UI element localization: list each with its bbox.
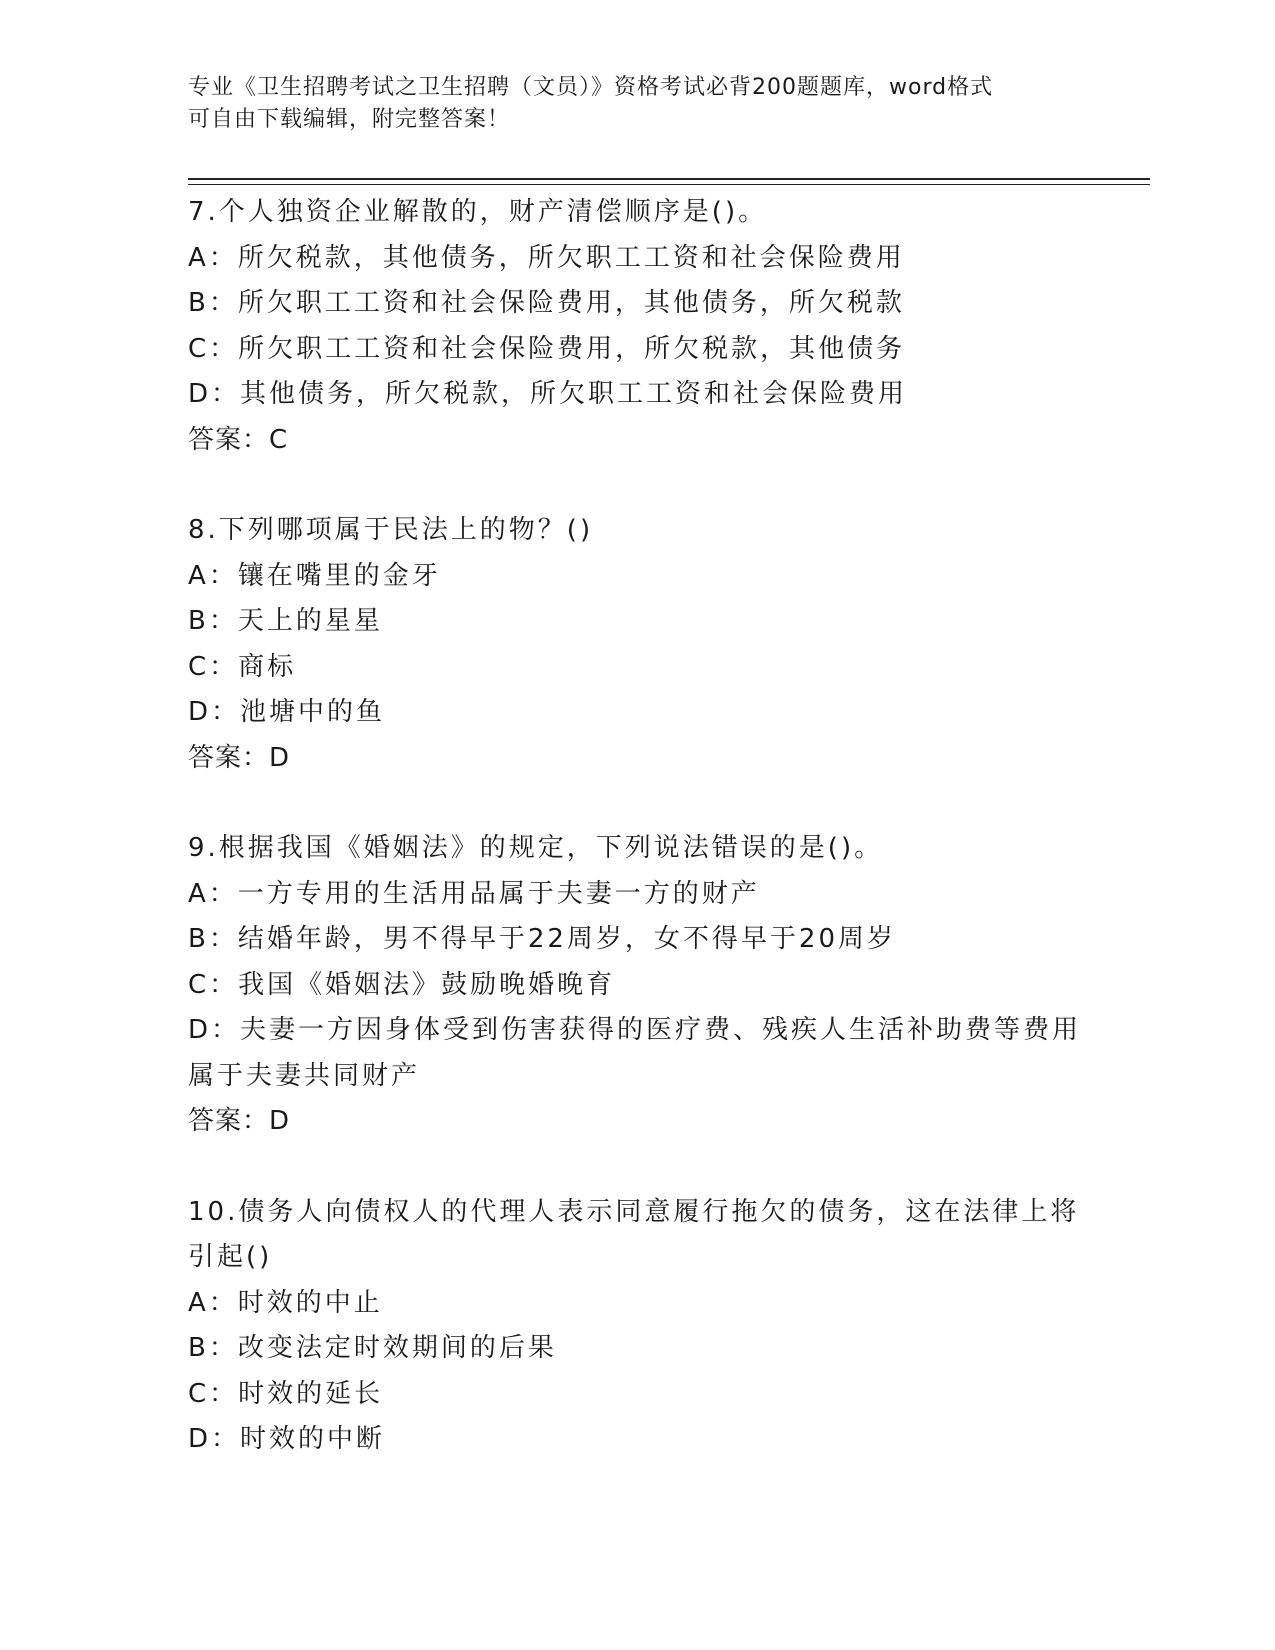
question-block-8 bbox=[188, 508, 1088, 781]
option-c: C：我国《婚姻法》鼓励晚婚晚育 bbox=[188, 969, 616, 1000]
option-c: C：所欠职工工资和社会保险费用，所欠税款，其他债务 bbox=[188, 333, 906, 364]
option-c: C：商标 bbox=[188, 651, 297, 682]
option-c: C：时效的延长 bbox=[188, 1378, 384, 1409]
question-spacer bbox=[188, 463, 1088, 508]
question-block-9 bbox=[188, 826, 1088, 1145]
question-stem: 8.下列哪项属于民法上的物？() bbox=[188, 515, 594, 545]
question-block-10 bbox=[188, 1190, 1088, 1463]
option-a: A：时效的中止 bbox=[188, 1287, 383, 1318]
question-spacer bbox=[188, 781, 1088, 826]
option-b: B：结婚年龄，男不得早于22周岁，女不得早于20周岁 bbox=[188, 924, 897, 954]
option-d: D：其他债务，所欠税款，所欠职工工资和社会保险费用 bbox=[188, 379, 908, 409]
option-a: A：所欠税款，其他债务，所欠职工工资和社会保险费用 bbox=[188, 242, 905, 273]
option-b: B：天上的星星 bbox=[188, 606, 383, 636]
document-header bbox=[188, 72, 1088, 136]
option-b: B：改变法定时效期间的后果 bbox=[188, 1333, 557, 1363]
option-d: D：池塘中的鱼 bbox=[188, 697, 386, 727]
option-a: A：镶在嘴里的金牙 bbox=[188, 560, 441, 591]
header-title-line-2: 可自由下载编辑，附完整答案！ bbox=[188, 107, 511, 132]
question-stem: 10.债务人向债权人的代理人表示同意履行拖欠的债务，这在法律上将 bbox=[188, 1196, 1080, 1227]
option-d: D：时效的中断 bbox=[188, 1424, 386, 1454]
question-stem: 7.个人独资企业解散的，财产清偿顺序是()。 bbox=[188, 197, 768, 227]
answer-label: 答案：D bbox=[188, 742, 291, 773]
question-spacer bbox=[188, 1145, 1088, 1190]
question-stem-continued: 引起() bbox=[188, 1242, 273, 1272]
question-stem: 9.根据我国《婚姻法》的规定，下列说法错误的是()。 bbox=[188, 833, 884, 863]
header-divider-thin bbox=[188, 184, 1150, 185]
question-block-7 bbox=[188, 190, 1088, 463]
option-a: A：一方专用的生活用品属于夫妻一方的财产 bbox=[188, 878, 760, 909]
option-d: D：夫妻一方因身体受到伤害获得的医疗费、残疾人生活补助费等费用 bbox=[188, 1015, 1082, 1045]
answer-label: 答案：D bbox=[188, 1106, 291, 1136]
option-b: B：所欠职工工资和社会保险费用，其他债务，所欠税款 bbox=[188, 288, 905, 318]
question-list bbox=[188, 190, 1088, 1463]
header-title-line-1: 专业《卫生招聘考试之卫生招聘（文员）》资格考试必背200题题库，word格式 bbox=[188, 75, 994, 100]
option-d-continued: 属于夫妻共同财产 bbox=[188, 1060, 421, 1091]
header-divider-thick bbox=[188, 178, 1150, 180]
answer-label: 答案：C bbox=[188, 424, 289, 455]
